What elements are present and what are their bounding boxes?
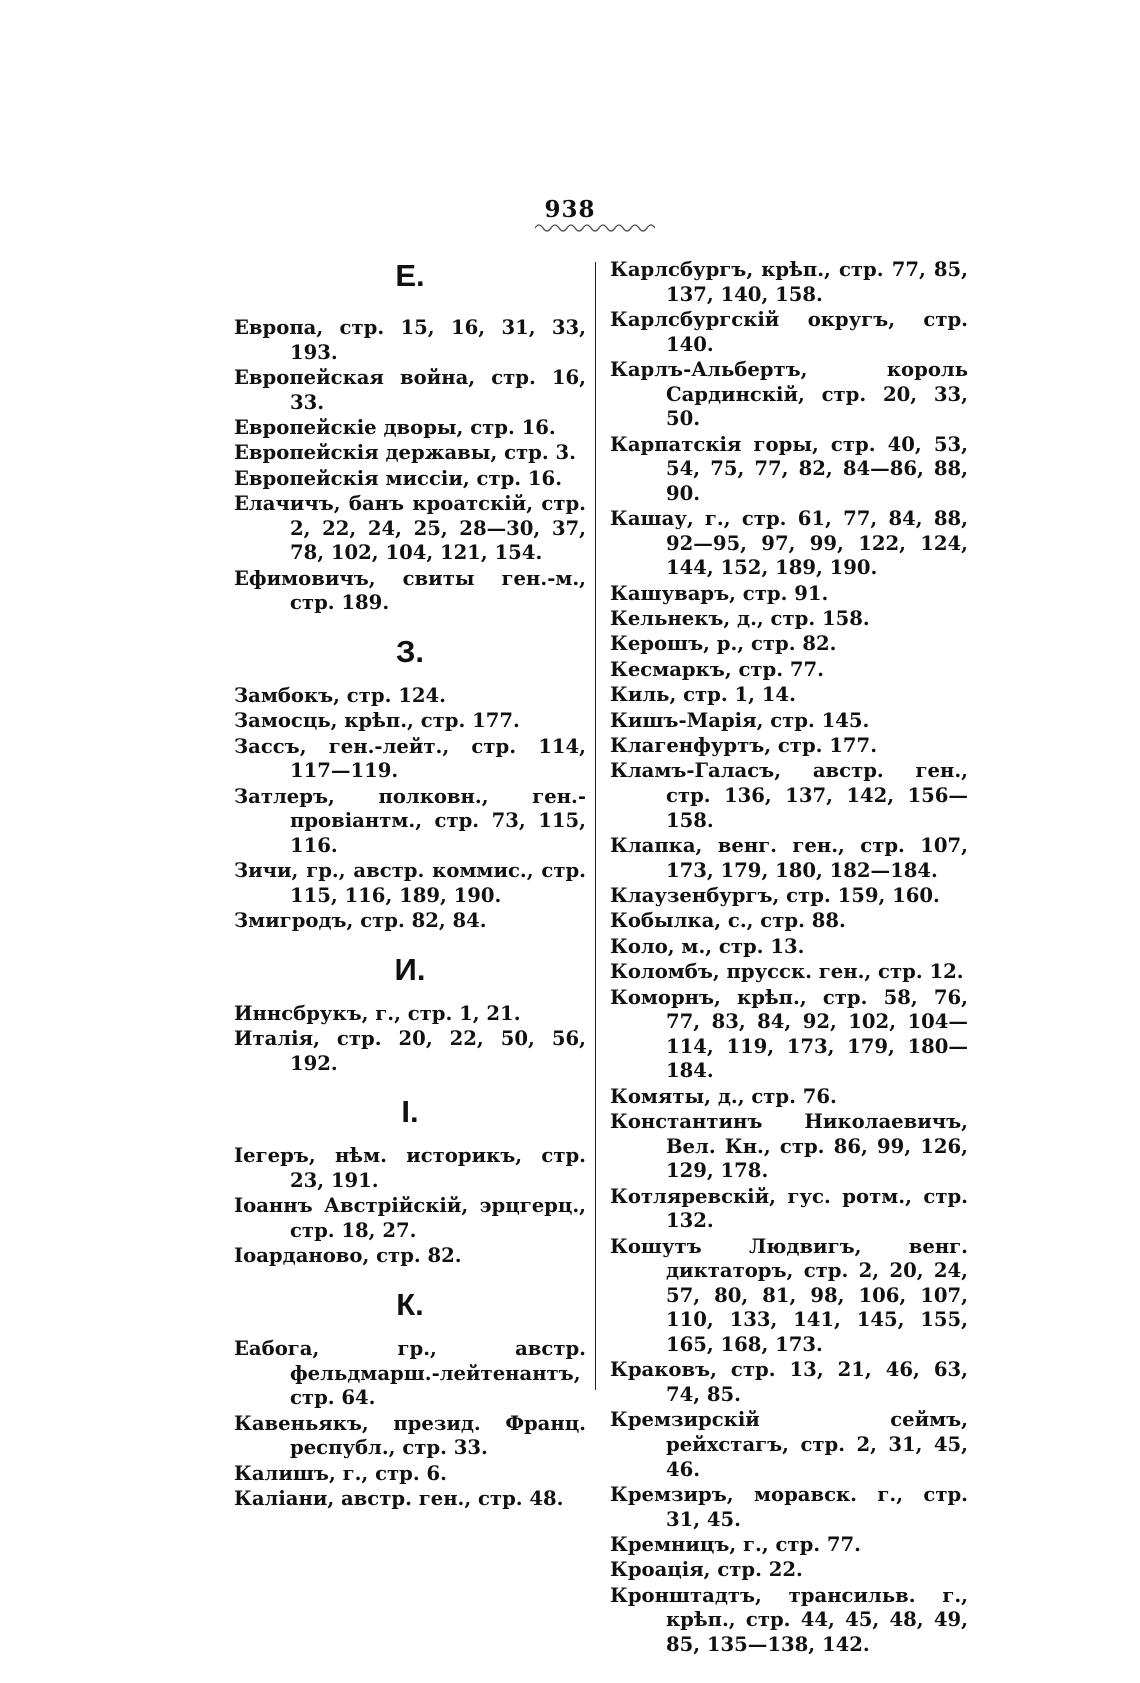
index-entry: Константинъ Николаевичъ, Вел. Кн., стр. 86, 99, 126, 129, 178. [610,1110,968,1183]
section-letter-e: Е. [395,258,425,293]
index-entry: Кроація, стр. 22. [610,1558,803,1582]
index-entry: Коморнъ, крѣп., стр. 58, 76, 77, 83, 84, 92, 102, 104—114, 119, 173, 179, 180—184. [610,985,968,1083]
index-entry: Замосць, крѣп., стр. 177. [234,709,520,733]
section-letter-i-decimal: І. [401,1094,419,1130]
index-entry: Затлеръ, полковн., ген.-провіантм., стр. 73, 115, 116. [234,784,586,857]
section-letter-z: З. [395,633,425,669]
index-entry: Европейская война, стр. 16, 33. [234,365,586,414]
index-entry: Карлсбургскій округъ, стр. 140. [610,307,968,356]
index-entry: Иннсбрукъ, г., стр. 1, 21. [234,1001,521,1025]
index-entry: Кишъ-Марія, стр. 145. [610,708,870,732]
left-column [234,258,586,1512]
index-entry: Европейскія державы, стр. 3. [234,441,576,465]
index-entry: Іегеръ, нѣм. историкъ, стр. 23, 191. [234,1144,586,1192]
index-entry: Клапка, венг. ген., стр. 107, 173, 179, 180, 182—184. [610,834,968,882]
index-entry: Европа, стр. 15, 16, 31, 33, 193. [234,316,586,364]
index-entry: Іоарданово, стр. 82. [234,1244,462,1268]
section-letter-i: И. [394,951,426,987]
index-entry: Кашау, г., стр. 61, 77, 84, 88, 92—95, 97, 99, 122, 124, 144, 152, 189, 190. [610,507,968,580]
index-entry: Змигродъ, стр. 82, 84. [234,909,487,933]
index-entry: Кремницъ, г., стр. 77. [610,1533,862,1556]
index-entry: Коло, м., стр. 13. [610,934,805,958]
index-entry: Замбокъ, стр. 124. [234,683,446,707]
index-entry: Краковъ, стр. 13, 21, 46, 63, 74, 85. [610,1358,968,1407]
right-column [610,258,968,1658]
index-entry: Ефимовичъ, свиты ген.-м., стр. 189. [234,566,586,615]
index-entry: Карлъ-Альбертъ, король Сардинскій, стр. 20, 33, 50. [610,357,968,431]
index-entry: Еабога, гр., австр. фельдмарш.-лейтенантъ, стр. 64. [234,1336,586,1410]
index-entry: Клагенфуртъ, стр. 177. [610,734,878,758]
index-entry: Каліани, австр. ген., стр. 48. [234,1486,564,1510]
index-entry: Зассъ, ген.-лейт., стр. 114, 117—119. [234,734,586,783]
index-entry: Киль, стр. 1, 14. [610,683,796,707]
index-entry: Калишъ, г., стр. 6. [234,1461,447,1485]
index-entry: Кашуваръ, стр. 91. [610,581,829,605]
column-divider [595,262,596,1390]
index-entry: Керошъ, р., стр. 82. [610,632,837,656]
index-entry: Италія, стр. 20, 22, 50, 56, 192. [234,1027,586,1075]
index-entry: Комяты, д., стр. 76. [610,1084,837,1108]
index-entry: Кесмаркъ, стр. 77. [610,657,824,681]
ornament-divider [535,222,655,234]
index-entry: Кобылка, с., стр. 88. [610,909,846,933]
index-entry: Карлсбургъ, крѣп., стр. 77, 85, 137, 140, 158. [610,258,968,306]
index-entry: Европейскіе дворы, стр. 16. [234,415,556,439]
index-entry: Кельнекъ, д., стр. 158. [610,607,870,631]
index-entry: Зичи, гр., австр. коммис., стр. 115, 116, 189, 190. [234,859,586,907]
index-entry: Кошутъ Людвигъ, венг. диктаторъ, стр. 2, 20, 24, 57, 80, 81, 98, 106, 107, 110, 133, 141, 145, 155, 165, 168, 173. [610,1234,968,1357]
section-letter-k: К. [396,1286,424,1322]
index-entry: Европейскія миссіи, стр. 16. [234,466,563,490]
index-entry: Котляревскій, гус. ротм., стр. 132. [610,1184,968,1233]
index-entry: Клаузенбургъ, стр. 159, 160. [610,884,940,907]
index-entry: Карпатскія горы, стр. 40, 53, 54, 75, 77, 82, 84—86, 88, 90. [610,432,968,505]
index-entry: Кремзиръ, моравск. г., стр. 31, 45. [610,1483,968,1531]
index-entry: Коломбъ, прусск. ген., стр. 12. [610,960,964,984]
index-entry: Кламъ-Галасъ, австр. ген., стр. 136, 137, 142, 156—158. [610,759,968,832]
page-number: 938 [544,196,596,223]
index-entry: Кавеньякъ, презид. Франц. республ., стр. 33. [234,1411,586,1460]
index-entry: Елачичъ, банъ кроатскій, стр. 2, 22, 24, 25, 28—30, 37, 78, 102, 104, 121, 154. [234,492,586,565]
index-entry: Кремзирскій сеймъ, рейхстагъ, стр. 2, 31, 45, 46. [610,1408,968,1481]
index-entry: Іоаннъ Австрійскій, эрцгерц., стр. 18, 27. [234,1194,586,1242]
index-entry: Кронштадтъ, трансильв. г., крѣп., стр. 44, 45, 48, 49, 85, 135—138, 142. [610,1583,968,1656]
